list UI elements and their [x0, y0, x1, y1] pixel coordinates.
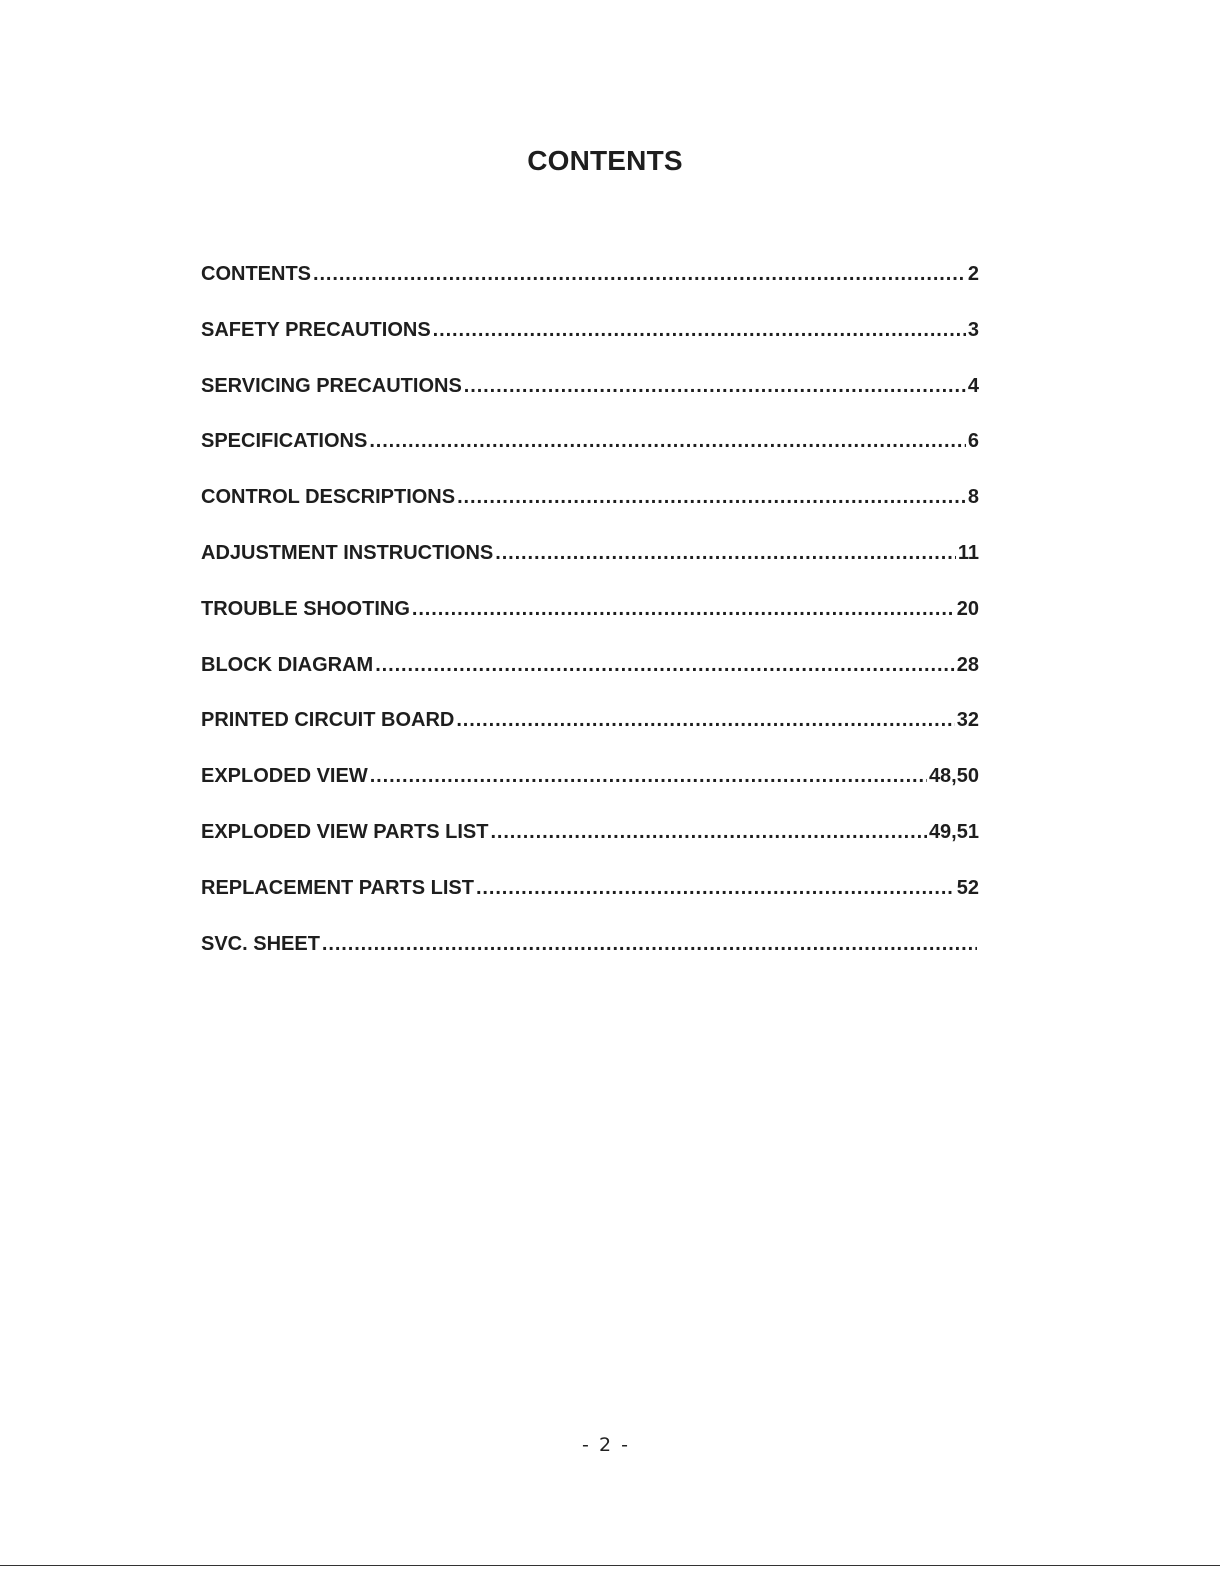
toc-entry-contents[interactable] [201, 263, 979, 319]
toc-entry-label: SAFETY PRECAUTIONS [201, 318, 431, 341]
toc-entry-page: 4 [967, 374, 979, 397]
toc-entry-label: ADJUSTMENT INSTRUCTIONS [201, 541, 494, 564]
dot-leader [457, 486, 966, 509]
toc-entry-specifications[interactable] [201, 430, 979, 486]
toc-entry-label: CONTROL DESCRIPTIONS [201, 486, 456, 509]
toc-entry-page: 6 [967, 430, 979, 453]
toc-entry-label: SVC. SHEET [201, 932, 320, 955]
table-of-contents [201, 263, 979, 988]
toc-entry-page: 2 [967, 263, 979, 285]
toc-entry-page: 52 [956, 876, 979, 899]
toc-entry-label: SPECIFICATIONS [201, 430, 368, 453]
toc-entry-page: 8 [967, 486, 979, 509]
dot-leader [464, 375, 966, 398]
toc-entry-page: 28 [956, 653, 979, 676]
toc-entry-servicing-precautions[interactable] [201, 375, 979, 431]
toc-entry-page: 11 [957, 541, 979, 564]
dot-leader [369, 430, 966, 453]
dot-leader [322, 933, 977, 956]
dot-leader [313, 263, 966, 286]
dot-leader [433, 319, 966, 342]
toc-entry-replacement-parts-list[interactable] [201, 877, 979, 933]
toc-entry-label: EXPLODED VIEW [201, 765, 368, 788]
toc-entry-trouble-shooting[interactable] [201, 598, 979, 654]
toc-entry-label: EXPLODED VIEW PARTS LIST [201, 820, 489, 843]
page-number: - 2 - [582, 1434, 628, 1456]
toc-entry-label: TROUBLE SHOOTING [201, 597, 410, 620]
page-title: CONTENTS [527, 145, 683, 176]
toc-entry-page: 20 [956, 597, 979, 620]
toc-entry-label: BLOCK DIAGRAM [201, 653, 374, 676]
toc-entry-control-descriptions[interactable] [201, 486, 979, 542]
toc-entry-exploded-view[interactable] [201, 765, 979, 821]
toc-entry-page: 3 [967, 318, 979, 341]
toc-entry-safety-precautions[interactable] [201, 319, 979, 375]
dot-leader [370, 765, 927, 788]
toc-entry-printed-circuit-board[interactable] [201, 709, 979, 765]
toc-entry-exploded-view-parts-list[interactable] [201, 821, 979, 877]
dot-leader [375, 654, 955, 677]
toc-entry-label: SERVICING PRECAUTIONS [201, 374, 462, 397]
bottom-rule [0, 1565, 1220, 1566]
toc-entry-svc-sheet[interactable] [201, 933, 979, 989]
dot-leader [476, 877, 955, 900]
toc-entry-page: 32 [956, 709, 979, 732]
dot-leader [490, 821, 927, 844]
toc-entry-adjustment-instructions[interactable] [201, 542, 979, 598]
toc-entry-block-diagram[interactable] [201, 654, 979, 710]
dot-leader [412, 598, 955, 621]
toc-entry-label: PRINTED CIRCUIT BOARD [201, 709, 455, 732]
toc-entry-label: CONTENTS [201, 263, 311, 285]
dot-leader [456, 709, 954, 732]
toc-entry-label: REPLACEMENT PARTS LIST [201, 876, 474, 899]
toc-entry-page: 48,50 [928, 765, 979, 788]
toc-entry-page: 49,51 [928, 820, 979, 843]
dot-leader [495, 542, 956, 565]
